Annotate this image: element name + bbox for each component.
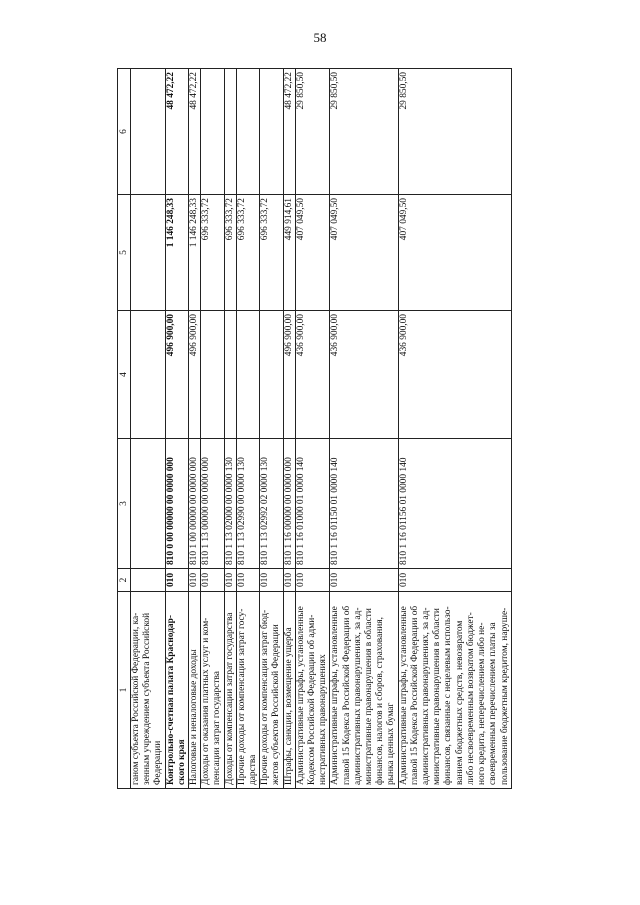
row-value-col4-cell: 436 900,00 — [330, 311, 398, 439]
row-name-cell: Штрафы, санкции, возмещение ущерба — [283, 592, 295, 789]
table-row — [224, 69, 236, 789]
rotated-table-container — [117, 69, 602, 789]
row-value-col5-cell: 1 146 248,33 — [165, 195, 188, 311]
row-name-cell: Налоговые и неналоговые доходы — [189, 592, 201, 789]
row-name-cell: Прочие доходы от компенсации затрат госу- дарства — [236, 592, 259, 789]
row-kbk-cell: 810 1 00 00000 00 0000 000 — [189, 439, 201, 569]
header-cell: 1 — [118, 592, 131, 789]
row-value-col6-cell — [236, 69, 259, 195]
row-value-col4-cell — [236, 311, 259, 439]
table-row — [236, 69, 259, 789]
row-name-cell: Доходы от компенсации затрат государства — [224, 592, 236, 789]
row-value-col4-cell: 496 900,00 — [283, 311, 295, 439]
row-code-cell: 010 — [283, 569, 295, 592]
row-value-col6-cell — [224, 69, 236, 195]
row-kbk-cell: 810 0 00 00000 00 0000 000 — [165, 439, 188, 569]
page-number: 58 — [313, 30, 327, 45]
row-kbk-cell: 810 1 13 02992 02 0000 130 — [260, 439, 283, 569]
row-value-col4-cell: 496 900,00 — [189, 311, 201, 439]
revenue-table — [117, 68, 512, 789]
table-row — [201, 69, 224, 789]
header-cell: 2 — [118, 569, 131, 592]
row-value-col6-cell: 29 850,50 — [295, 69, 330, 195]
row-value-col5-cell: 696 333,72 — [201, 195, 224, 311]
row-code-cell: 010 — [398, 569, 511, 592]
row-value-col5-cell: 696 333,72 — [236, 195, 259, 311]
row-code-cell: 010 — [330, 569, 398, 592]
row-value-col4-cell — [224, 311, 236, 439]
row-value-col6-cell: 29 850,50 — [398, 69, 511, 195]
table-row — [398, 69, 511, 789]
row-kbk-cell: 810 1 16 01150 01 0000 140 — [330, 439, 398, 569]
row-code-cell: 010 — [189, 569, 201, 592]
header-cell: 3 — [118, 439, 131, 569]
row-value-col5-cell: 407 049,50 — [398, 195, 511, 311]
header-cell: 5 — [118, 195, 131, 311]
row-name-cell: Доходы от оказания платных услуг и ком- пенсации затрат государства — [201, 592, 224, 789]
row-value-col5-cell: 696 333,72 — [224, 195, 236, 311]
row-value-col4-cell: 436 900,00 — [398, 311, 511, 439]
row-value-col4-cell: 436 900,00 — [295, 311, 330, 439]
row-name-cell: Прочие доходы от компенсации затрат бюд- жетов субъектов Российской Федерации — [260, 592, 283, 789]
row-value-col4-cell — [131, 311, 166, 439]
row-value-col5-cell: 1 146 248,33 — [189, 195, 201, 311]
row-code-cell: 010 — [165, 569, 188, 592]
row-value-col6-cell: 48 472,22 — [165, 69, 188, 195]
row-kbk-cell: 810 1 16 00000 00 0000 000 — [283, 439, 295, 569]
row-value-col5-cell: 696 333,72 — [260, 195, 283, 311]
table-row — [165, 69, 188, 789]
row-kbk-cell: 810 1 16 01000 01 0000 140 — [295, 439, 330, 569]
row-value-col5-cell — [131, 195, 166, 311]
table-row — [260, 69, 283, 789]
row-value-col6-cell — [201, 69, 224, 195]
row-code-cell: 010 — [260, 569, 283, 592]
table-row — [189, 69, 201, 789]
row-value-col6-cell: 29 850,50 — [330, 69, 398, 195]
row-code-cell: 010 — [236, 569, 259, 592]
header-cell: 4 — [118, 311, 131, 439]
row-value-col6-cell — [131, 69, 166, 195]
row-value-col6-cell: 48 472,22 — [189, 69, 201, 195]
table-row — [131, 69, 166, 789]
row-value-col6-cell — [260, 69, 283, 195]
row-value-col4-cell — [260, 311, 283, 439]
row-value-col4-cell: 496 900,00 — [165, 311, 188, 439]
table-row — [330, 69, 398, 789]
table-header-row — [118, 69, 131, 789]
row-name-cell: Административные штрафы, установленные главой 15 Кодекса Российской Федерации об административных правонарушениях, за ад- министративные правонарушения в области финансов, налогов и сборов, страхования, рынка ценных бумаг — [330, 592, 398, 789]
row-code-cell: 010 — [224, 569, 236, 592]
row-value-col5-cell: 449 914,61 — [283, 195, 295, 311]
row-value-col5-cell: 407 049,50 — [295, 195, 330, 311]
row-kbk-cell: 810 1 13 00000 00 0000 000 — [201, 439, 224, 569]
row-name-cell: Административные штрафы, установленные Кодексом Российской Федерации об адми- нистративных правонарушениях — [295, 592, 330, 789]
row-name-cell: Контрольно-счетная палата Краснодар- ского края — [165, 592, 188, 789]
row-code-cell: 010 — [295, 569, 330, 592]
row-name-cell: ганом субъекта Российской Федерации, ка- зенным учреждением субъекта Российской Федерации — [131, 592, 166, 789]
row-kbk-cell: 810 1 13 02990 00 0000 130 — [236, 439, 259, 569]
table-body — [131, 69, 512, 789]
row-value-col4-cell — [201, 311, 224, 439]
row-kbk-cell — [131, 439, 166, 569]
table-row — [295, 69, 330, 789]
row-name-cell: Административные штрафы, установленные главой 15 Кодекса Российской Федерации об административных правонарушениях, за ад- министративные правонарушения в области финансов, связанные с нецелевым использо- ванием бюджетных средств, невозвратом либо несвоевременным возвратом бюджет- ного кредита, неперечислением либо не- своевременным перечислением платы за пользование бюджетным кредитом, наруше- — [398, 592, 511, 789]
row-value-col5-cell: 407 049,50 — [330, 195, 398, 311]
table-row — [283, 69, 295, 789]
row-code-cell: 010 — [201, 569, 224, 592]
header-cell: 6 — [118, 69, 131, 195]
row-kbk-cell: 810 1 16 01156 01 0000 140 — [398, 439, 511, 569]
row-value-col6-cell: 48 472,22 — [283, 69, 295, 195]
row-code-cell — [131, 569, 166, 592]
row-kbk-cell: 810 1 13 02000 00 0000 130 — [224, 439, 236, 569]
